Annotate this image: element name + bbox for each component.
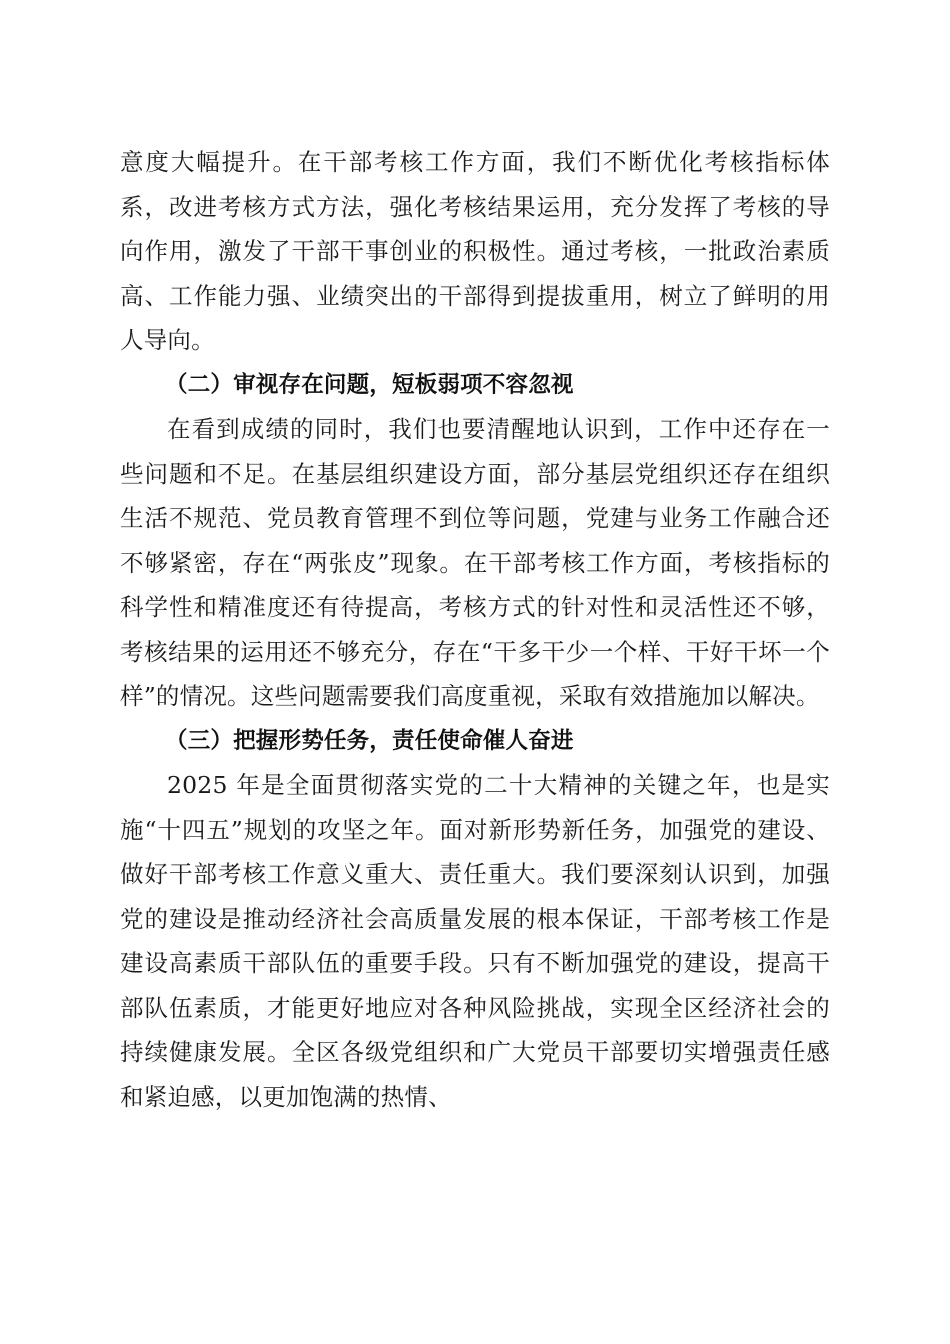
body-paragraph-3: 2025 年是全面贯彻落实党的二十大精神的关键之年，也是实施“十四五”规划的攻坚之年。面对新形势新任务，加强党的建设、做好干部考核工作意义重大、责任重大。我们要深刻认识到，加强党的建设是推动经济社会高质量发展的根本保证，干部考核工作是建设高素质干部队伍的重要手段。只有不断加强党的建设，提高干部队伍素质，才能更好地应对各种风险挑战，实现全区经济社会的持续健康发展。全区各级党组织和广大党员干部要切实增强责任感和紧迫感，以更加饱满的热情、 xyxy=(120,771,830,1111)
body-paragraph-2: 在看到成绩的同时，我们也要清醒地认识到，工作中还存在一些问题和不足。在基层组织建设方面，部分基层党组织还存在组织生活不规范、党员教育管理不到位等问题，党建与业务工作融合还不够紧密，存在“两张皮”现象。在干部考核工作方面，考核指标的科学性和精准度还有待提高，考核方式的针对性和灵活性还不够，考核结果的运用还不够充分，存在“干多干少一个样、干好干坏一个样”的情况。这些问题需要我们高度重视，采取有效措施加以解决。 xyxy=(120,415,830,710)
document-body xyxy=(120,140,830,1119)
section-heading-2: （二）审视存在问题，短板弱项不容忽视 xyxy=(165,371,574,398)
body-paragraph-1: 意度大幅提升。在干部考核工作方面，我们不断优化考核指标体系，改进考核方式方法，强化考核结果运用，充分发挥了考核的导向作用，激发了干部干事创业的积极性。通过考核，一批政治素质高、工作能力强、业绩突出的干部得到提拔重用，树立了鲜明的用人导向。 xyxy=(120,148,830,354)
section-heading-3: （三）把握形势任务，责任使命催人奋进 xyxy=(165,727,574,754)
